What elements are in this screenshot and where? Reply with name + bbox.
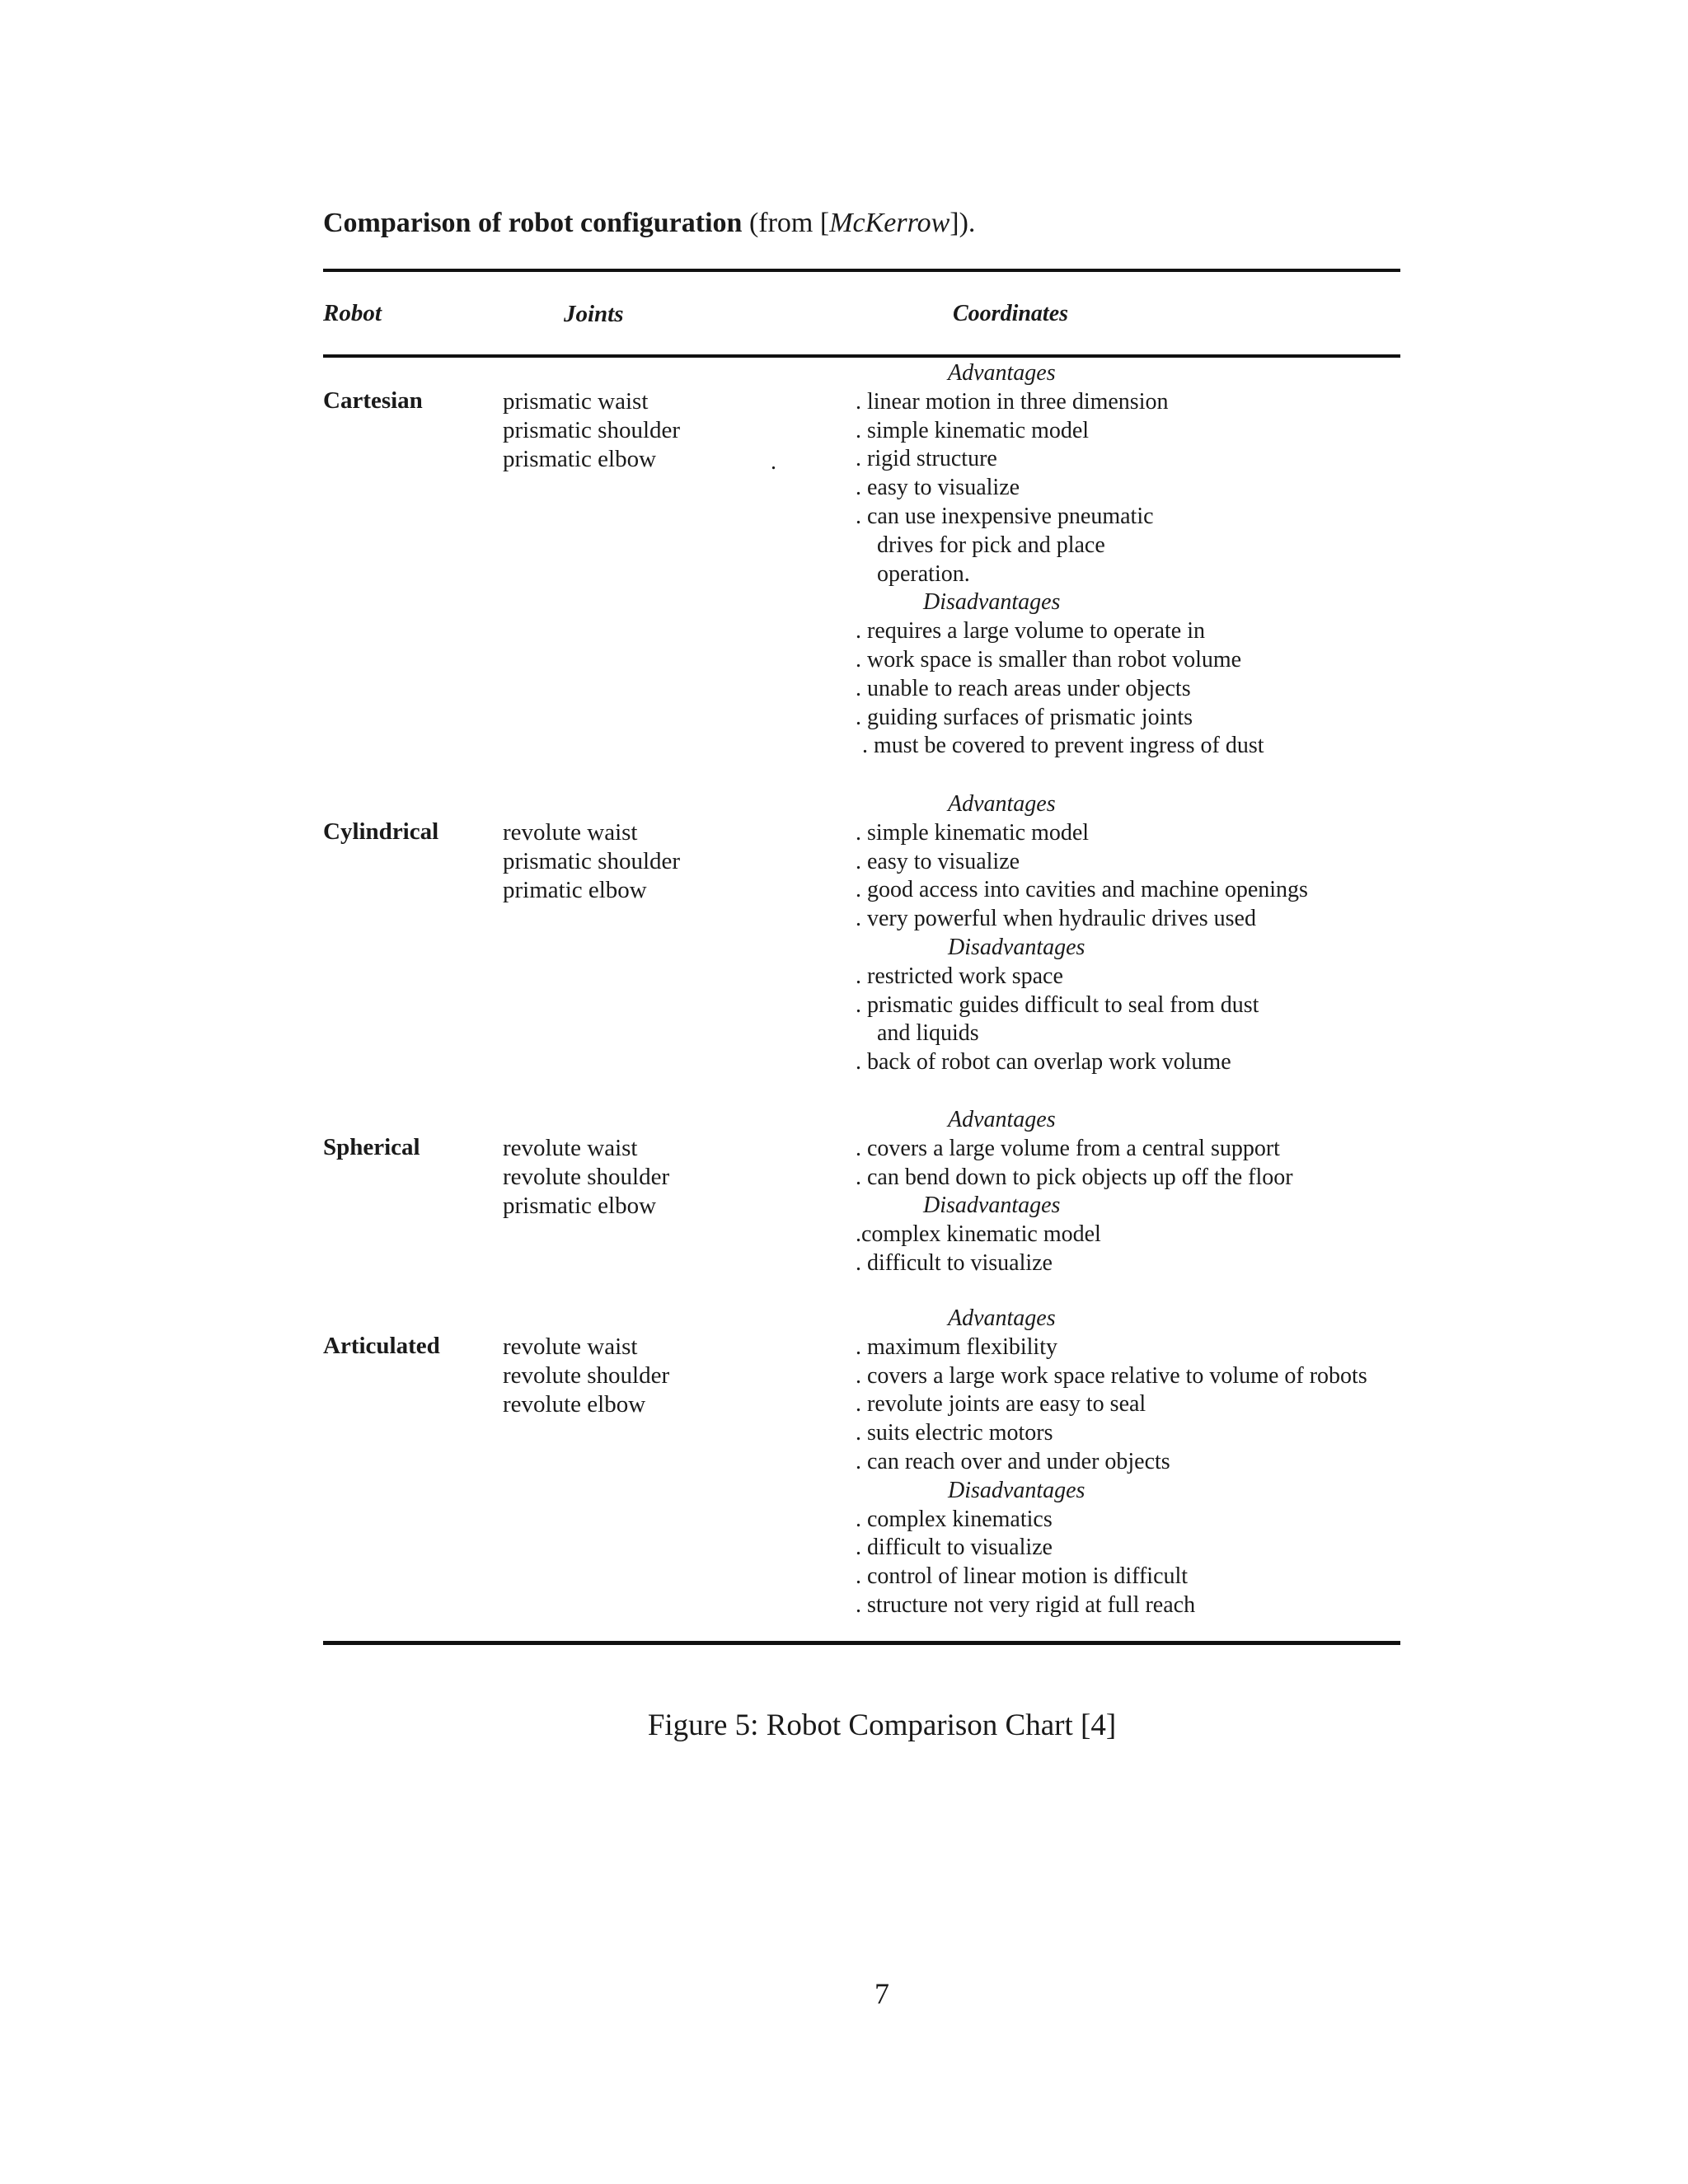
title-bold: Comparison of robot configuration [323, 208, 743, 238]
joints-list [503, 1134, 669, 1221]
disadvantages-label: Disadvantages [923, 589, 1061, 616]
advantage-item: . covers a large work space relative to volume of robots [856, 1362, 1367, 1389]
advantage-item: . can reach over and under objects [856, 1448, 1170, 1474]
coordinates-cell [856, 1305, 1367, 1620]
disadvantage-item: . complex kinematics [856, 1506, 1053, 1532]
advantages-label: Advantages [948, 791, 1056, 817]
table-top-rule [323, 269, 1400, 272]
disadvantages-label: Disadvantages [948, 1477, 1085, 1503]
advantage-item: . simple kinematic model [856, 819, 1090, 846]
advantage-item: . maximum flexibility [856, 1333, 1057, 1360]
page-number: 7 [874, 1977, 889, 2010]
joint-item: revolute shoulder [503, 1362, 670, 1389]
header-robot: Robot [323, 300, 382, 326]
joints-list [503, 818, 680, 905]
disadvantage-item: . back of robot can overlap work volume [856, 1049, 1231, 1076]
robot-name: Spherical [323, 1134, 420, 1160]
robot-name: Cartesian [323, 387, 423, 414]
figure-caption: Figure 5: Robot Comparison Chart [4] [647, 1708, 1117, 1742]
advantage-item: drives for pick and place [877, 532, 1105, 558]
header-coordinates: Coordinates [953, 301, 1069, 326]
joints-list [503, 387, 680, 474]
advantage-item: . can use inexpensive pneumatic [856, 503, 1154, 529]
joint-item: revolute shoulder [503, 1164, 670, 1190]
table-bottom-rule [323, 1641, 1400, 1645]
disadvantage-item: . guiding surfaces of prismatic joints [856, 704, 1193, 730]
advantage-item: . rigid structure [856, 446, 997, 472]
disadvantage-item: . control of linear motion is difficult [856, 1563, 1189, 1590]
disadvantage-item: . prismatic guides difficult to seal from dust [856, 991, 1259, 1018]
disadvantage-item: . restricted work space [856, 963, 1063, 989]
joint-item: prismatic elbow [503, 446, 657, 472]
disadvantage-item: and liquids [877, 1020, 979, 1047]
title-source-author: McKerrow [829, 208, 950, 238]
title-source-suffix: ]). [950, 208, 976, 238]
robot-name: Articulated [323, 1333, 440, 1359]
joint-item: prismatic shoulder [503, 417, 681, 443]
advantage-item: . can bend down to pick objects up off the floor [856, 1164, 1293, 1190]
joints-list [503, 1333, 669, 1419]
table-header-rule [323, 354, 1400, 358]
title-source-prefix: (from [ [742, 208, 830, 238]
robot-name: Cylindrical [323, 818, 439, 845]
disadvantages-label: Disadvantages [923, 1193, 1061, 1219]
advantage-item: . easy to visualize [856, 475, 1020, 501]
advantages-label: Advantages [948, 1305, 1056, 1331]
advantage-item: . linear motion in three dimension [856, 388, 1169, 415]
disadvantage-item: . requires a large volume to operate in [856, 618, 1205, 644]
coordinates-cell [856, 1106, 1293, 1278]
joint-item: primatic elbow [503, 877, 647, 903]
advantage-item: . good access into cavities and machine openings [856, 877, 1308, 903]
disadvantage-item: . must be covered to prevent ingress of dust [862, 733, 1264, 759]
advantages-label: Advantages [948, 360, 1056, 386]
stray-dot: . [771, 449, 776, 475]
joint-item: revolute waist [503, 819, 638, 846]
advantage-item: operation. [877, 560, 970, 587]
advantage-item: . suits electric motors [856, 1420, 1053, 1446]
disadvantage-item: .complex kinematic model [856, 1221, 1101, 1248]
joint-item: revolute waist [503, 1333, 638, 1360]
disadvantage-item: . difficult to visualize [856, 1249, 1053, 1276]
joint-item: revolute waist [503, 1135, 638, 1161]
disadvantage-item: . work space is smaller than robot volume [856, 646, 1242, 673]
advantage-item: . simple kinematic model [856, 417, 1090, 443]
joint-item: prismatic waist [503, 388, 649, 415]
advantage-item: . very powerful when hydraulic drives used [856, 906, 1256, 932]
joint-item: revolute elbow [503, 1391, 646, 1418]
coordinates-cell [856, 359, 1264, 761]
disadvantage-item: . unable to reach areas under objects [856, 675, 1191, 701]
advantage-item: . revolute joints are easy to seal [856, 1391, 1146, 1418]
disadvantage-item: . structure not very rigid at full reach [856, 1591, 1196, 1618]
disadvantage-item: . difficult to visualize [856, 1535, 1053, 1561]
joint-item: prismatic shoulder [503, 848, 681, 874]
table-title [323, 208, 975, 239]
advantage-item: . covers a large volume from a central support [856, 1135, 1280, 1161]
header-joints: Joints [564, 301, 624, 327]
advantage-item: . easy to visualize [856, 848, 1020, 874]
disadvantages-label: Disadvantages [948, 934, 1085, 960]
coordinates-cell [856, 790, 1308, 1077]
advantages-label: Advantages [948, 1107, 1056, 1132]
joint-item: prismatic elbow [503, 1193, 657, 1219]
